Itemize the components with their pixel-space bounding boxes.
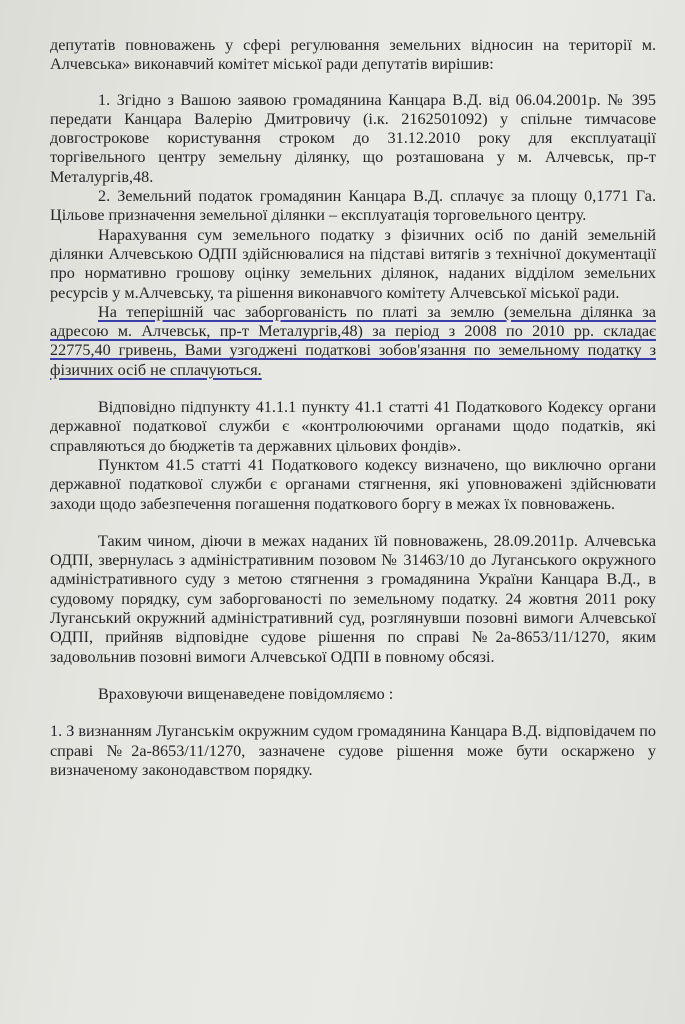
accrual-paragraph: Нарахування сум земельного податку з фізичних осіб по даній земельній ділянки Алчевською ОДПІ здійснювалися на підставі витягів з технічної документації про нормативно грошову оцінку земельних ділянок, наданих відділом земельних ресурсів у м.Алчевську, та рішення виконавчого комітету Алчевської міської ради.: [50, 225, 656, 302]
decision-item-2: 2. Земельний податок громадянин Канцара В.Д. сплачує за площу 0,1771 Га. Цільове призначення земельної ділянки – експлуатація торговельного центру.: [50, 187, 656, 225]
notify-paragraph: Враховуючи вищенаведене повідомляємо :: [98, 684, 394, 703]
debt-paragraph-underlined: На теперішній час заборгованість по платі за землю (земельна ділянка за адресою м. Алчевськ, пр-т Металургів,48) за період з 2008 по 2010 рр. складає 22775,40 гривень, Вами узгоджені податкові зобов'язання по земельному податку з фізичних осіб не сплачуються.: [50, 302, 656, 379]
final-item-1: 1. З визнанням Луганськім окружним судом громадянина Канцара В.Д. відповідачем по справі №2а-8653/11/1270, зазначене судове рішення може бути оскаржено у визначеному законодавством порядку.: [50, 722, 656, 779]
tax-code-41-5-paragraph: Пунктом 41.5 статті 41 Податкового кодексу визначено, що виключно органи державної податкової служби є органами стягнення, які уповноважені здійснювати заходи щодо забезпечення погашення податкового боргу в межах їх повноважень.: [50, 455, 656, 513]
tax-code-41-1-paragraph: Відповідно підпункту 41.1.1 пункту 41.1 статті 41 Податкового Кодексу органи державної податкової служби є «контролюючими органами щодо податків, які справляються до бюджетів та державних цільових фондів».: [50, 398, 656, 455]
intro-paragraph: депутатів повноважень у сфері регулювання земельних відносин на території м. Алчевська» виконавчий комітет міської ради депутатів вирішив:: [50, 36, 656, 74]
court-paragraph: Таким чином, діючи в межах наданих їй повноважень, 28.09.2011р. Алчевська ОДПІ, звернулась з адміністративним позовом № 31463/10 до Луганського окружного адміністративного суду з метою стягнення з громадянина України Канцара В.Д., в судовому порядку, сум заборгованості по земельному податку. 24 жовтня 2011 року Луганський окружний адміністративний суд, розглянувши позовні вимоги Алчевської ОДПІ, прийняв відповідне судове рішення по справі №2а-8653/11/1270, яким задовольнив позовні вимоги Алчевської ОДПІ в повному обсязі.: [50, 531, 656, 666]
decision-item-1: 1. Згідно з Вашою заявою громадянина Канцара В.Д. від 06.04.2001р. № 395 передати Канцара Валерію Дмитровичу (і.к. 2162501092) у спільне тимчасове довгострокове користування строком до 31.12.2010 року для експлуатації торгівельного центру земельну ділянку, що розташована у м. Алчевськ, пр-т Металургів,48.: [50, 90, 656, 186]
document-body: [50, 36, 656, 780]
